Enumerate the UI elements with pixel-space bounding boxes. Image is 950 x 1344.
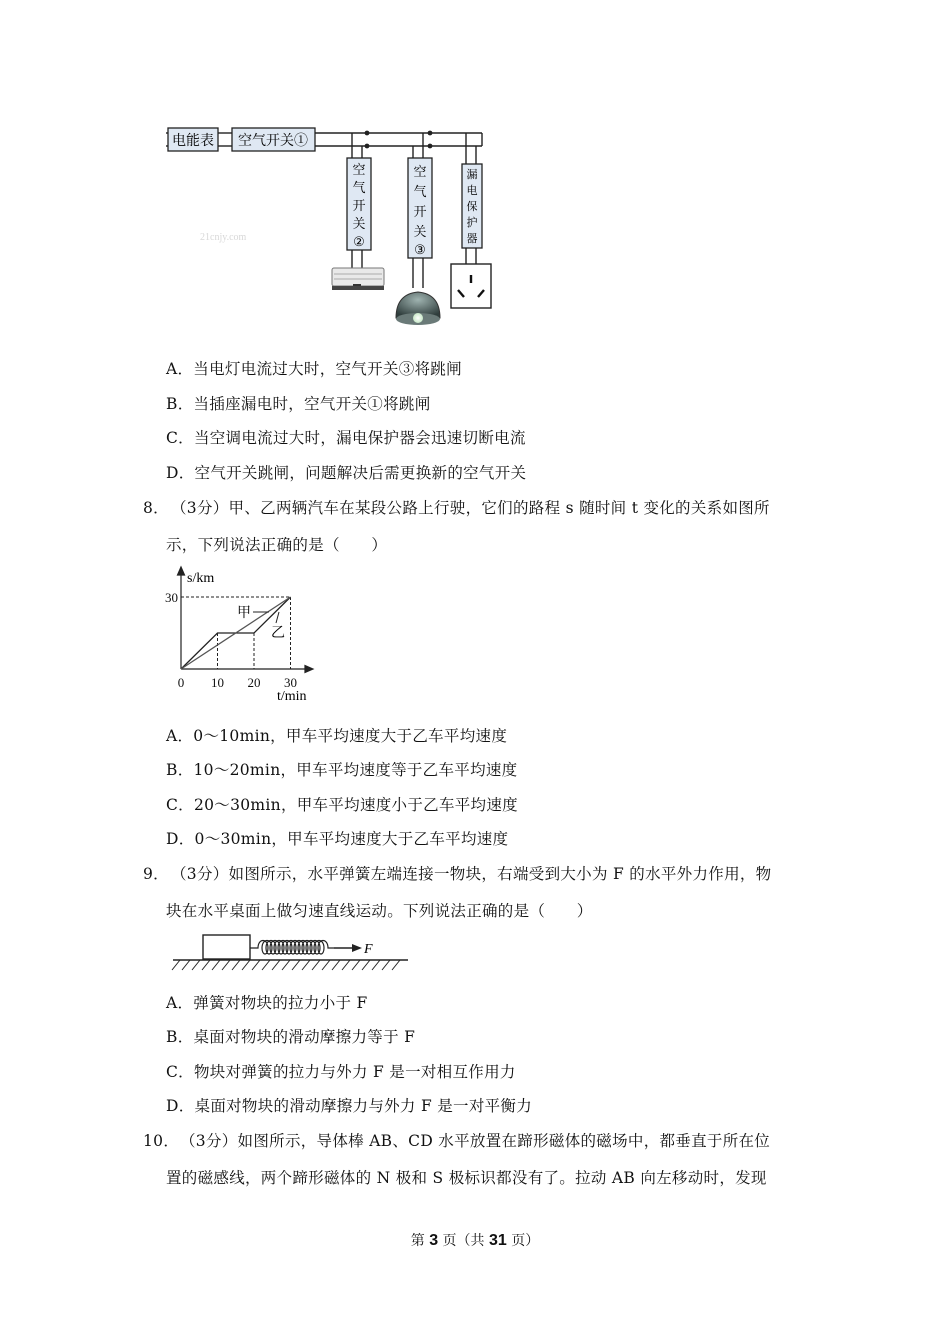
svg-text:护: 护 [466, 217, 478, 229]
footer-suffix: 页） [506, 1233, 540, 1249]
q7-option-c: C．当空调电流过大时，漏电保护器会迅速切断电流 [166, 429, 526, 447]
y-tick-label-0: 30 [165, 590, 178, 605]
table-hatching [172, 960, 400, 970]
distance-time-chart [165, 562, 325, 707]
footer-total-pages: 31 [489, 1232, 507, 1249]
switch3-label [413, 164, 426, 257]
force-label: F [364, 942, 373, 957]
svg-text:空: 空 [352, 162, 366, 177]
q9-option-a: A．弹簧对物块的拉力小于 F [166, 994, 368, 1012]
q7-option-d: D．空气开关跳闸，问题解决后需更换新的空气开关 [166, 464, 527, 482]
svg-text:电: 电 [466, 185, 478, 197]
spring-block-figure [168, 930, 413, 975]
footer-page-number: 3 [429, 1232, 439, 1249]
socket-icon [451, 264, 491, 308]
footer-prefix: 第 [410, 1233, 430, 1249]
q10-stem-line1: （3分）如图所示，导体棒 AB、CD 水平放置在蹄形磁体的磁场中，都垂直于所在位 [180, 1132, 771, 1150]
svg-text:气: 气 [413, 184, 427, 199]
series-label-yi: 乙 [271, 626, 285, 641]
spring [250, 941, 334, 955]
q8-option-d: D．0～30min，甲车平均速度大于乙车平均速度 [166, 830, 509, 848]
circuit-diagram [160, 120, 510, 335]
q8-stem-line2: 示，下列说法正确的是（ ） [166, 536, 388, 554]
svg-text:器: 器 [466, 233, 478, 245]
q9-option-d: D．桌面对物块的滑动摩擦力与外力 F 是一对平衡力 [166, 1097, 533, 1115]
q8-option-c: C．20～30min，甲车平均速度小于乙车平均速度 [166, 796, 518, 814]
block [203, 935, 250, 959]
svg-text:③: ③ [414, 242, 426, 257]
svg-text:保: 保 [466, 201, 478, 213]
air-conditioner-icon [332, 268, 384, 290]
svg-text:②: ② [353, 234, 365, 249]
svg-text:关: 关 [413, 224, 427, 239]
q7-option-b: B．当插座漏电时，空气开关①将跳闸 [166, 395, 431, 413]
q9-option-c: C．物块对弹簧的拉力与外力 F 是一对相互作用力 [166, 1063, 516, 1081]
footer-middle: 页（共 [438, 1233, 489, 1249]
series-label-jia: 甲 [237, 606, 251, 621]
svg-text:开: 开 [413, 204, 427, 219]
y-axis-arrow [178, 567, 185, 575]
series-label-yi-leader [276, 612, 279, 623]
watermark: 21cnjy.com [200, 232, 247, 243]
q8-number: 8． [143, 499, 169, 517]
q9-option-b: B．桌面对物块的滑动摩擦力等于 F [166, 1028, 416, 1046]
q8-option-a: A．0～10min，甲车平均速度大于乙车平均速度 [166, 727, 508, 745]
q7-option-a: A．当电灯电流过大时，空气开关③将跳闸 [166, 360, 462, 378]
force-arrow-head [352, 944, 362, 952]
svg-text:空: 空 [413, 164, 427, 179]
x-tick-label-1: 10 [211, 675, 224, 690]
lamp-icon [396, 292, 440, 325]
x-tick-label-3: 30 [284, 675, 297, 690]
q8-stem-line1: （3分）甲、乙两辆汽车在某段公路上行驶，它们的路程 s 随时间 t 变化的关系如图所 [171, 499, 770, 517]
q10-stem-line2: 置的磁感线，两个蹄形磁体的 N 极和 S 极标识都没有了。拉动 AB 向左移动时，发现 [166, 1169, 767, 1187]
q8-option-b: B．10～20min，甲车平均速度等于乙车平均速度 [166, 761, 518, 779]
q9-stem-line1: （3分）如图所示，水平弹簧左端连接一物块，右端受到大小为 F 的水平外力作用，物 [171, 865, 772, 883]
x-tick-label-0: 0 [177, 675, 185, 690]
svg-text:关: 关 [352, 216, 366, 231]
x-tick-label-2: 20 [247, 675, 261, 690]
svg-text:气: 气 [352, 180, 366, 195]
main-switch-label: 空气开关① [238, 134, 308, 149]
q9-stem-line2: 块在水平桌面上做匀速直线运动。下列说法正确的是（ ） [166, 902, 593, 920]
page-footer [0, 1230, 950, 1250]
switch2-label [352, 162, 365, 249]
q10-number: 10． [143, 1132, 180, 1150]
leak-protector-label [467, 168, 478, 245]
x-axis-arrow [305, 666, 313, 673]
svg-text:开: 开 [352, 198, 366, 213]
x-axis-label: t/min [277, 689, 307, 704]
y-axis-label: s/km [187, 571, 215, 586]
svg-text:漏: 漏 [466, 169, 478, 181]
meter-label: 电能表 [172, 134, 214, 149]
q9-number: 9． [143, 865, 169, 883]
